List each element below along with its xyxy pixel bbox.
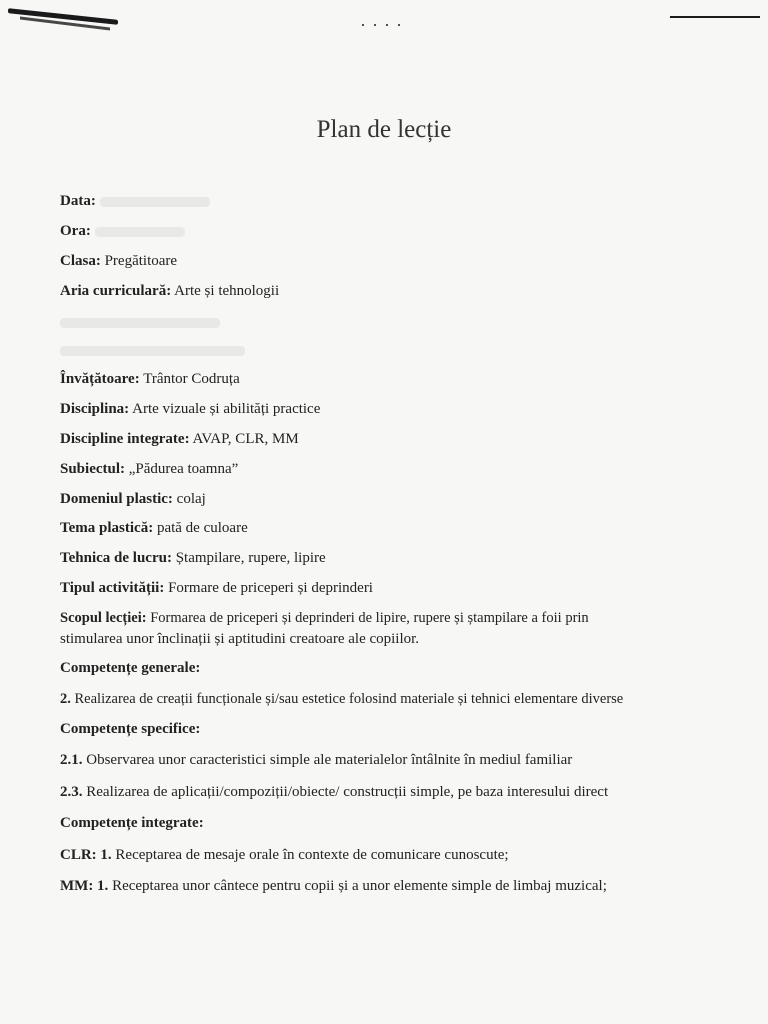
- field-label: Clasa:: [60, 253, 101, 269]
- field-tipul: [60, 578, 373, 598]
- field-aria: [60, 281, 279, 301]
- field-label: Disciplina:: [60, 401, 130, 417]
- field-label: Aria curriculară:: [60, 283, 172, 299]
- competenta-2: [60, 689, 623, 709]
- field-tehnica: [60, 548, 326, 568]
- field-value: stimularea unor înclinații și aptitudini creatoare ale copiilor.: [60, 631, 420, 647]
- field-value: Arte și tehnologii: [174, 283, 280, 299]
- field-value: „Pădurea toamna”: [128, 461, 239, 477]
- item-number: MM: 1.: [60, 878, 109, 894]
- field-discipline-integrate: [60, 429, 299, 449]
- item-text: Receptarea unor cântece pentru copii și a unor elemente simple de limbaj muzical;: [112, 878, 607, 894]
- field-subiectul: [60, 459, 238, 479]
- field-value: AVAP, CLR, MM: [192, 431, 299, 447]
- competenta-mm: [60, 876, 607, 896]
- field-scopul-cont: [60, 629, 419, 649]
- section-heading: Competențe integrate:: [60, 815, 204, 831]
- section-heading: Competențe specifice:: [60, 721, 201, 737]
- field-value: Ștampilare, rupere, lipire: [175, 550, 326, 566]
- item-text: Realizarea de aplicații/compoziții/obiecte/ construcții simple, pe baza interesului direct: [86, 784, 609, 800]
- field-label: Tipul activității:: [60, 580, 165, 596]
- field-value: colaj: [176, 491, 206, 507]
- field-invatatoare: [60, 369, 240, 389]
- field-label: Învățătoare:: [60, 371, 140, 387]
- field-disciplina: [60, 399, 320, 419]
- field-ora: [60, 221, 185, 241]
- field-label: Subiectul:: [60, 461, 126, 477]
- field-label: Discipline integrate:: [60, 431, 190, 447]
- page-title: Plan de lecție: [316, 116, 452, 143]
- scan-artifact-dots: ····: [360, 15, 408, 35]
- item-text: Realizarea de creații funcționale și/sau estetice folosind materiale și tehnici elementare diverse: [74, 691, 624, 707]
- item-text: Receptarea de mesaje orale în contexte de comunicare cunoscute;: [115, 847, 509, 863]
- redacted-line-1: [60, 312, 220, 332]
- field-value: Pregătitoare: [104, 253, 178, 269]
- item-number: 2.1.: [60, 752, 83, 768]
- section-heading: Competențe generale:: [60, 660, 201, 676]
- field-value: Arte vizuale și abilități practice: [132, 401, 321, 417]
- field-label: Scopul lecției:: [60, 610, 147, 626]
- field-scopul: [60, 608, 589, 628]
- field-label: Tehnica de lucru:: [60, 550, 172, 566]
- competenta-2-1: [60, 750, 572, 770]
- field-clasa: [60, 251, 177, 271]
- field-label: Ora:: [60, 223, 91, 239]
- redacted-value: [95, 227, 185, 237]
- item-number: CLR: 1.: [60, 847, 112, 863]
- field-label: Domeniul plastic:: [60, 491, 173, 507]
- field-tema: [60, 518, 248, 538]
- competenta-clr: [60, 845, 509, 865]
- redacted-text: [60, 346, 245, 356]
- field-value: Formarea de priceperi și deprinderi de lipire, rupere și ștampilare a foii prin: [150, 610, 589, 626]
- redacted-value: [100, 197, 210, 207]
- item-number: 2.: [60, 691, 71, 707]
- scan-artifact-right: [670, 16, 760, 18]
- heading-competente-integrate: [60, 813, 204, 833]
- field-value: Formare de priceperi și deprinderi: [168, 580, 373, 596]
- redacted-text: [60, 318, 220, 328]
- competenta-2-3: [60, 782, 608, 802]
- field-domeniul: [60, 489, 206, 509]
- field-label: Tema plastică:: [60, 520, 154, 536]
- item-number: 2.3.: [60, 784, 83, 800]
- redacted-line-2: [60, 340, 245, 360]
- field-value: pată de culoare: [156, 520, 248, 536]
- item-text: Observarea unor caracteristici simple ale materialelor întâlnite în mediul familiar: [86, 752, 573, 768]
- field-value: Trântor Codruța: [143, 371, 240, 387]
- field-label: Data:: [60, 193, 96, 209]
- heading-competente-specifice: [60, 719, 200, 739]
- heading-competente-generale: [60, 658, 200, 678]
- field-data: [60, 191, 210, 211]
